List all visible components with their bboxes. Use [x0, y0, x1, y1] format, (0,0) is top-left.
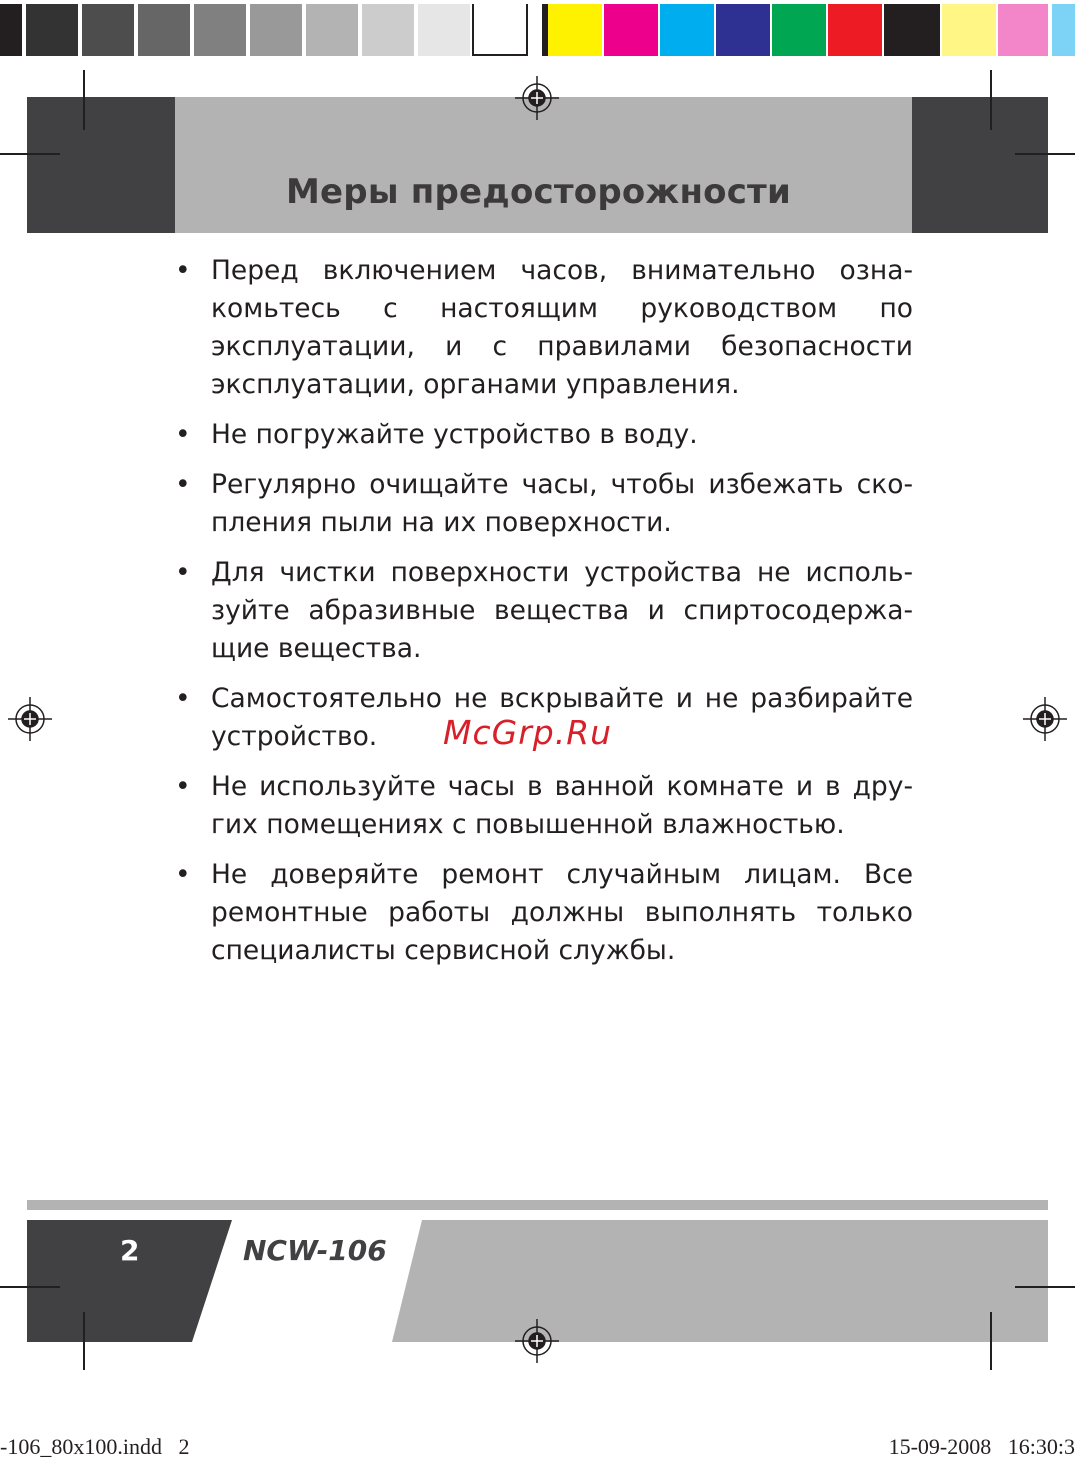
slug-datetime: 15-09-2008 16:30:3	[888, 1434, 1075, 1459]
swatch	[548, 4, 602, 56]
list-item-text: Для чистки поверхности устройства не используйте абразивные вещества и спиртосодержащие вещества.	[211, 557, 913, 664]
swatch	[26, 4, 78, 56]
swatch	[0, 4, 22, 56]
footer-light-shape	[392, 1220, 1048, 1342]
header-left-block	[27, 97, 175, 233]
list-item-text: Регулярно очищайте часы, чтобы избежать скопления пыли на их поверхности.	[211, 469, 913, 538]
swatch	[772, 4, 826, 56]
swatch	[716, 4, 770, 56]
list-item-text: Самостоятельно не вскрывайте и не разбирайте устройство.	[211, 683, 913, 752]
bullet-icon: •	[175, 557, 191, 588]
bullet-icon: •	[175, 771, 191, 802]
bullet-icon: •	[175, 683, 191, 714]
swatch	[306, 4, 358, 56]
slug-filename: -106_80x100.indd 2	[0, 1434, 190, 1459]
swatch	[998, 4, 1048, 56]
swatch	[604, 4, 658, 56]
list-item	[173, 466, 913, 542]
list-item-text: Не используйте часы в ванной комнате и в других помещениях с повышенной влажностью.	[211, 771, 913, 840]
registration-mark-icon	[1023, 697, 1067, 741]
swatch	[884, 4, 940, 56]
page-title: Меры предосторожности	[285, 172, 791, 212]
swatch	[250, 4, 302, 56]
registration-mark-icon	[8, 697, 52, 741]
header-right-block	[912, 97, 1048, 233]
swatch	[362, 4, 414, 56]
bullet-icon: •	[175, 255, 191, 286]
page-number: 2	[120, 1234, 140, 1267]
swatch	[660, 4, 714, 56]
footer-band	[27, 1220, 1048, 1342]
swatch	[472, 4, 528, 56]
footer-divider	[27, 1200, 1048, 1210]
list-item-text: Перед включением часов, внимательно ознакомьтесь с настоящим руководством по эксплуатации, и с правилами безопасности эксплуатации, органами управления.	[211, 255, 913, 400]
swatch	[138, 4, 190, 56]
swatch	[828, 4, 882, 56]
list-item-text: Не доверяйте ремонт случайным лицам. Все ремонтные работы должны выполнять только специалисты сервисной службы.	[211, 859, 913, 966]
swatch	[194, 4, 246, 56]
bullet-icon: •	[175, 469, 191, 500]
model-name: NCW-106	[243, 1234, 387, 1267]
list-item	[173, 768, 913, 844]
header-band	[175, 97, 912, 233]
color-calibration-bar	[0, 0, 1075, 56]
list-item	[173, 252, 913, 404]
precautions-section	[173, 252, 913, 982]
swatch	[1052, 4, 1075, 56]
list-item-text: Не погружайте устройство в воду.	[211, 419, 698, 450]
bullet-icon: •	[175, 419, 191, 450]
swatch	[942, 4, 996, 56]
swatch	[418, 4, 470, 56]
swatch	[82, 4, 134, 56]
list-item	[173, 416, 913, 454]
watermark: McGrp.Ru	[443, 713, 613, 752]
list-item	[173, 856, 913, 970]
bullet-icon: •	[175, 859, 191, 890]
list-item	[173, 554, 913, 668]
precautions-list	[173, 252, 913, 970]
